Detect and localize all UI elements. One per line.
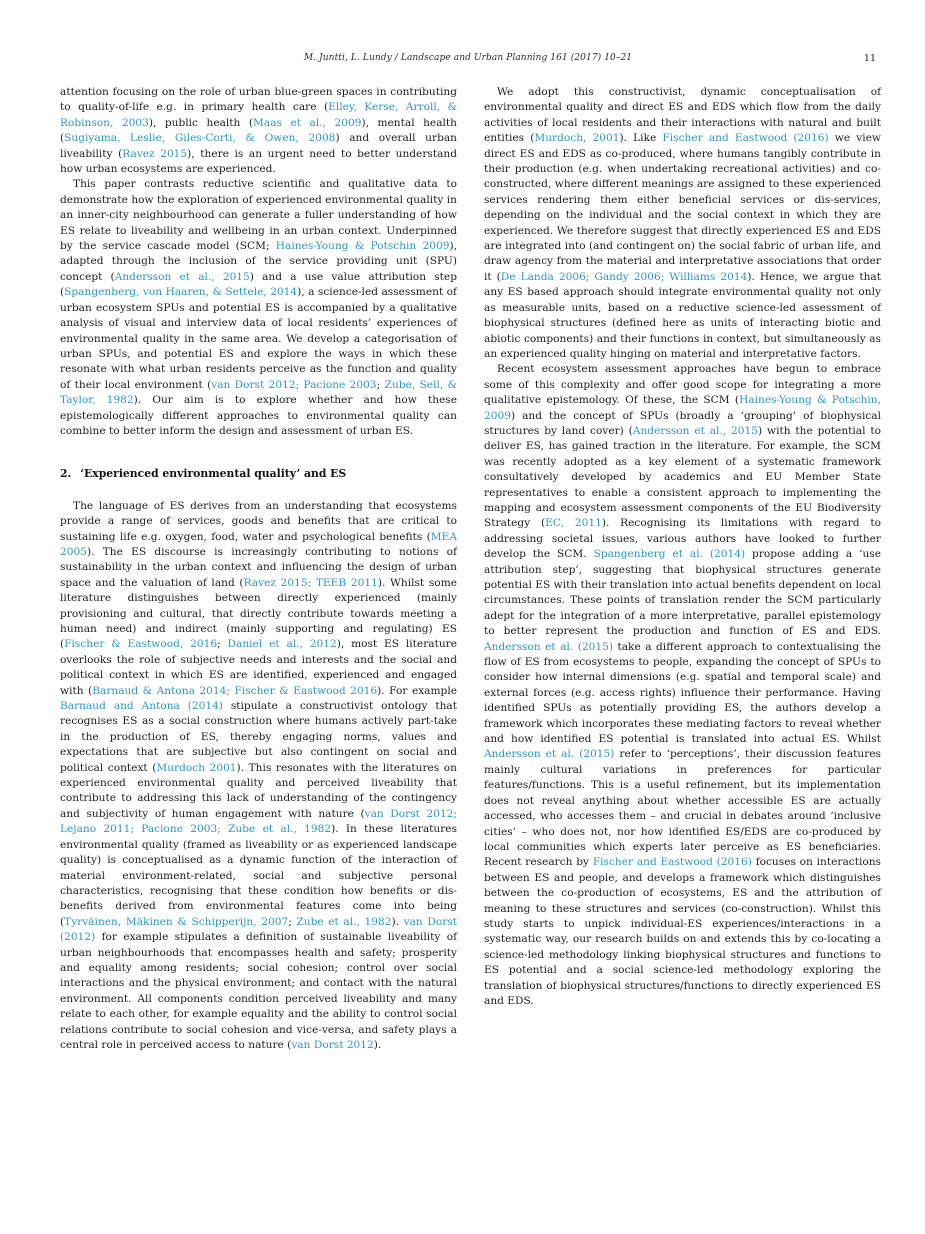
body-text: take a different approach to contextualising the flow of ES from ecosystems to people, expanding the concept of SPUs to consider how internal dimensions (e.g. spatial and temporal scale) and external forces (e.g. access rights) influence their performance. Having identified SPUs as potentially providing ES, the authors develop a framework which incorporates these mediating factors to reveal whether and how identified ES potential is translated into actual ES. Whilst — [484, 640, 881, 746]
section-title: ‘Experienced environmental quality’ and ES — [80, 467, 347, 481]
body-text: ) and a use value attribution step ( — [60, 270, 457, 299]
body-text: ), most ES literature overlooks the role of subjective needs and interests and the social and political context in which ES are identified, experienced and engaged with ( — [60, 638, 457, 697]
citation-link[interactable]: Fischer and Eastwood (2016) — [592, 856, 752, 869]
citation-link[interactable]: Andersson et al. (2015) — [484, 640, 613, 653]
body-text: ), there is an urgent need to better understand how urban ecosystems are experienced. — [60, 147, 458, 176]
citation-link[interactable]: Maas et al., 2009 — [253, 116, 362, 129]
citation-link[interactable]: Haines-Young & Potschin, 2009 — [484, 394, 881, 422]
page-header — [60, 53, 876, 67]
body-text: Recent ecosystem assessment approaches have begun to embrace some of this complexity and offer good scope for integrating a more qualitative epistemology. Of these, the SCM ( — [484, 363, 881, 407]
body-text: ) and overall urban liveability ( — [60, 132, 457, 160]
body-text: refer to ‘perceptions’, their discussion features mainly cultural variations in preferences for particular features/functions. This is a useful refinement, but its implementation does not reveal anything about whether accessible ES are actually accessed, who accesses them – and crucial in debates around ‘inclusive cities’ – who does not, nor how identified ES/EDS are co-produced by local communities which experts later perceive as ES beneficiaries. Recent research by — [484, 748, 881, 869]
body-text: ), a science-led assessment of urban ecosystem SPUs and potential ES is accompanied by a qualitative analysis of visual and interview data of local residents’ experiences of environmental quality in the same area. We develop a categorisation of urban SPUs, and potential ES and explore the ways in which these resonate with what urban residents perceive as the function and quality of their local environment ( — [60, 286, 457, 391]
body-text: ). Hence, we argue that any ES based approach should integrate environmental quality not only as measurable units, based on a reductive science-led assessment of biophysical structures (defined here as units of interacting biotic and abiotic components) and their functions in context, but simultaneously as an experienced quality hinging on material and interpretative factors. — [484, 270, 881, 360]
citation-link[interactable]: Spangenberg et al. (2014) — [593, 548, 746, 561]
citation-link[interactable]: Spangenberg, von Haaren, & Settele, 2014 — [64, 286, 298, 299]
citation-link[interactable]: De Landa 2006; Gandy 2006; Williams 2014 — [500, 270, 748, 283]
body-text: ). Our aim is to explore whether and how these epistemologically different approaches to environmental quality can combine to better inform the design and assessment of urban ES. — [60, 394, 458, 437]
two-column-body — [60, 85, 881, 1053]
paragraph — [60, 177, 457, 439]
right-column — [484, 85, 881, 1053]
paragraph — [60, 85, 457, 177]
body-text: The language of ES derives from an understanding that ecosystems provide a range of services, goods and benefits that are critical to sustaining life e.g. oxygen, food, water and psychological benefits ( — [60, 499, 457, 543]
body-text: We adopt this constructivist, dynamic conceptualisation of environmental quality and direct ES and EDS which flow from the daily activities of local residents and their interactions with natural and built entities ( — [484, 86, 881, 145]
citation-link[interactable]: Ravez 2015; TEEB 2011 — [243, 576, 378, 589]
body-text: ). For example — [377, 684, 457, 697]
citation-link[interactable]: van Dorst 2012; Pacione 2003 — [211, 378, 377, 391]
body-text: ; — [376, 378, 385, 391]
body-text: propose adding a ‘use attribution step’, suggesting that biophysical structures generate potential ES with their translation into actual benefits dependent on local circumstances. These points of translation render the SCM particularly adept for the integration of a more interpretative, parallel epistemology to better represent the production and function of ES and EDS. — [484, 548, 881, 638]
body-text: ). — [391, 915, 404, 928]
citation-link[interactable]: Murdoch, 2001 — [534, 132, 620, 145]
citation-link[interactable]: Zube, Sell, & Taylor, 1982 — [60, 378, 458, 407]
body-text: ), adapted through the inclusion of the service providing unit (SPU) concept ( — [60, 240, 457, 283]
body-text: ; — [217, 638, 228, 651]
body-text: This paper contrasts reductive scientific and qualitative data to demonstrate how the exploration of experienced environmental quality in an inner-city neighbourhood can generate a fuller understanding of how ES relate to liveability and wellbeing in an urban context. Underpinned by the service cascade model (SCM; — [60, 178, 457, 253]
body-text: ). Recognising its limitations with regard to addressing societal issues, various authors have looked to further develop the SCM. — [484, 517, 881, 561]
body-text: ). Whilst some literature distinguishes between directly experienced (mainly provisioning and cultural, that directly contribute towards meeting a human need) and indirect (mainly supporting and regulating) ES ( — [60, 576, 458, 651]
body-text: ). This resonates with the literatures on experienced environmental quality and perceived liveability that contribute to addressing this lack of understanding of the contingency and subjectivity of human engagement with nature ( — [60, 761, 457, 820]
citation-link[interactable]: Daniel et al., 2012 — [227, 638, 337, 651]
citation-link[interactable]: Ravez 2015 — [122, 147, 188, 160]
body-text: ; — [288, 915, 297, 928]
body-text: ) and the concept of SPUs (broadly a ‘grouping’ of biophysical structures by land cover) ( — [484, 409, 881, 437]
body-text: ). — [373, 1038, 382, 1051]
citation-link[interactable]: Andersson et al., 2015 — [114, 270, 250, 283]
citation-link[interactable]: Barnaud and Antona (2014) — [60, 700, 223, 713]
running-title: M. Juntti, L. Lundy / Landscape and Urban Planning 161 (2017) 10–21 — [303, 53, 633, 63]
body-text: ). The ES discourse is increasingly contributing to notions of sustainability in the urban context and influencing the design of urban space and the valuation of land ( — [60, 545, 457, 589]
citation-link[interactable]: Tyrväinen, Mäkinen & Schipperijn, 2007 — [64, 915, 289, 928]
citation-link[interactable]: Andersson et al. (2015) — [484, 748, 615, 761]
body-text: ) with the potential to deliver ES, has gained traction in the literature. For example, the SCM was recently adopted as a key element of a systematic framework consultatively developed by academics and EU Member State representatives to enable a consistent approach to implementing the mapping and ecosystem assessment components of the EU Biodiversity Strategy ( — [484, 424, 881, 530]
paragraph — [484, 362, 881, 1009]
citation-link[interactable]: Elley, Kerse, Arroll, & Robinson, 2003 — [60, 101, 457, 129]
paragraph — [60, 499, 457, 1054]
body-text: ), public health ( — [148, 116, 254, 129]
page-number: 11 — [863, 53, 876, 64]
section-number: 2. — [60, 467, 72, 481]
body-text: for example stipulates a definition of sustainable liveability of urban neighbourhoods that encompasses health and safety; prosperity and equality among residents; social cohesion; control over social interactions and the physical environment; and contact with the natural environment. All components condition perceived liveability and many relate to each other, for example equality and the ability to control social relations contribute to social cohesion and vice-versa, and safety plays a central role in perceived access to nature ( — [60, 931, 457, 1051]
citation-link[interactable]: Fischer & Eastwood, 2016 — [64, 638, 218, 651]
citation-link[interactable]: Sugiyama, Leslie, Giles-Corti, & Owen, 2008 — [64, 132, 336, 145]
citation-link[interactable]: Haines-Young & Potschin 2009 — [275, 240, 450, 253]
citation-link[interactable]: Fischer and Eastwood (2016) — [662, 132, 829, 145]
body-text: ). Like — [619, 132, 663, 145]
citation-link[interactable]: MEA 2005 — [60, 530, 457, 558]
citation-link[interactable]: Zube et al., 1982 — [296, 915, 392, 928]
paragraph — [484, 85, 881, 362]
body-text: ). In these literatures environmental quality (framed as liveability or as experienced landscape quality) is conceptualised as a dynamic function of the interaction of material environment-related, social and subjective personal characteristics, recognising that these condition how benefits or dis-benefits derived from environmental features come into being ( — [60, 823, 458, 928]
section-heading — [60, 466, 457, 481]
body-text: ), mental health ( — [60, 116, 457, 145]
citation-link[interactable]: EC, 2011 — [545, 517, 602, 530]
citation-link[interactable]: Murdoch 2001 — [156, 761, 237, 774]
body-text: stipulate a constructivist ontology that recognises ES as a social construction where humans actively part-take in the production of ES, thereby engaging norms, values and expectations that are subjective but also contingent on social and political context ( — [60, 700, 458, 774]
body-text: focuses on interactions between ES and people, and develops a framework which distinguishes between the co-production of ecosystems, ES and the attribution of meaning to these structures and services (co-construction). Whilst this study starts to unpick individual-ES experiences/interactions in a systematic way, our research builds on and extends this by co-locating a science-led methodology linking biophysical structures and functions to ES potential and a social science-led methodology exploring the translation of biophysical structures/functions to directly experienced ES and EDS. — [484, 856, 881, 1007]
citation-link[interactable]: Andersson et al., 2015 — [632, 424, 759, 437]
citation-link[interactable]: van Dorst 2012; Lejano 2011; Pacione 2003; Zube et al., 1982 — [60, 807, 457, 836]
citation-link[interactable]: van Dorst (2012) — [60, 915, 457, 944]
citation-link[interactable]: van Dorst 2012 — [291, 1038, 374, 1051]
left-column — [60, 85, 457, 1053]
body-text: attention focusing on the role of urban blue-green spaces in contributing to quality-of-life e.g. in primary health care ( — [60, 86, 457, 114]
body-text: we view direct ES and EDS as co-produced, where humans tangibly contribute in their production (e.g. when undertaking recreational activities) and co-constructed, where different meanings are assigned to these experienced services rendering them either beneficial services or dis-services, depending on the individual and the social context in which they are experienced. We therefore suggest that directly experienced ES and EDS are integrated into (and contingent on) the social fabric of urban life, and draw agency from the material and interpretative associations that order it ( — [484, 132, 881, 283]
citation-link[interactable]: Barnaud & Antona 2014; Fischer & Eastwood 2016 — [92, 684, 378, 697]
